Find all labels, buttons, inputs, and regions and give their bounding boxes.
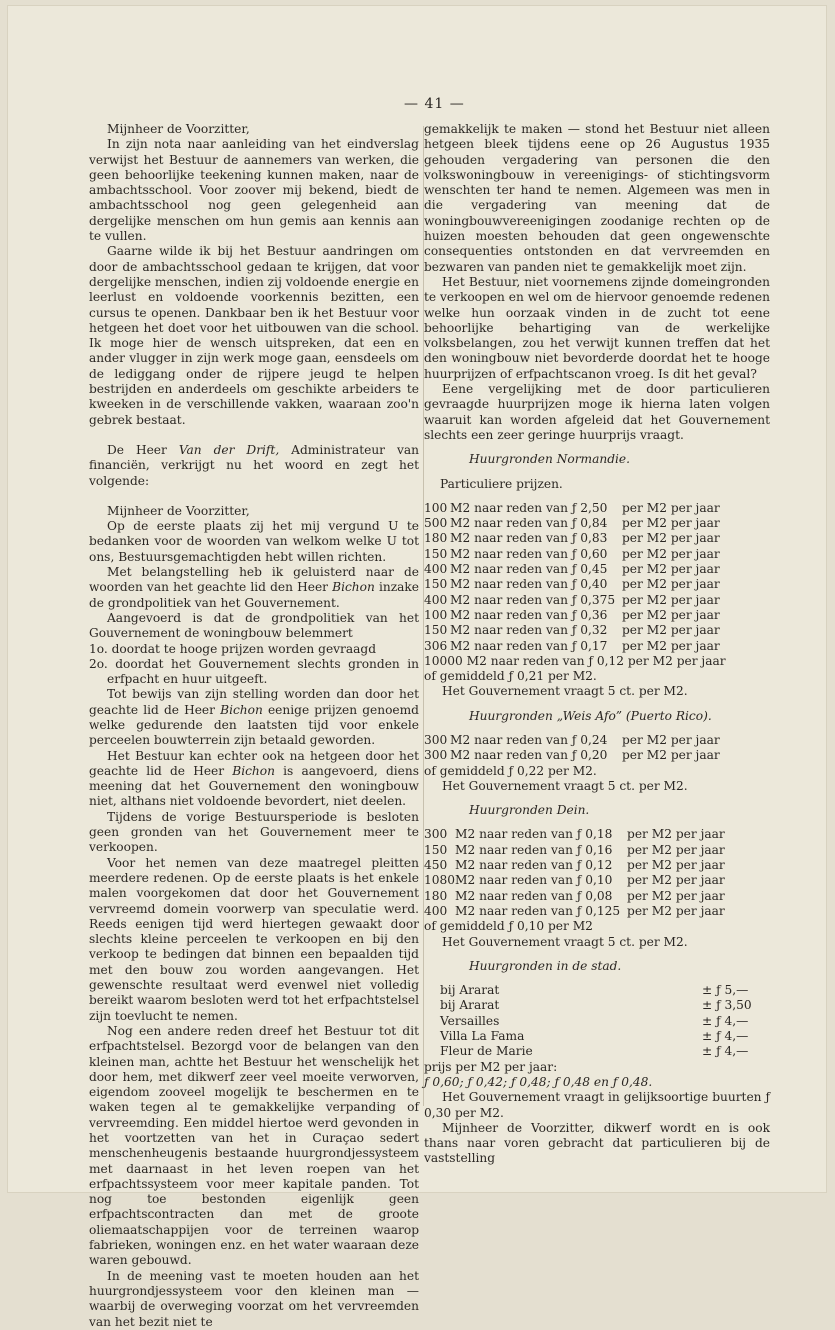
paragraph: Op de eerste plaats zij het mij vergund U te bedanken voor de woorden van welkom welke U tot ons, Bestuursgemachtigden hebt willen richten. [89, 519, 419, 564]
left-column [89, 122, 419, 1330]
government-price: Het Gouvernement vraagt 5 ct. per M2. [442, 778, 688, 793]
price-table-dein [424, 827, 725, 919]
prices-list: ƒ 0,60; ƒ 0,42; ƒ 0,48; ƒ 0,48 en ƒ 0,48. [424, 1074, 653, 1089]
rate-cell: M2 naar reden van ƒ 0,10 [455, 873, 613, 888]
quantity-cell: 500 [424, 516, 448, 531]
government-price: Het Gouvernement vraagt in gelijksoortige buurten ƒ 0,30 per M2. [424, 1090, 770, 1120]
rate-cell: M2 naar reden van ƒ 0,24 [450, 732, 608, 747]
table-row [424, 516, 720, 531]
rate-cell: M2 naar reden van ƒ 0,36 [450, 607, 608, 622]
table-row [424, 904, 725, 919]
price-cell: ± ƒ 4,— [702, 1044, 749, 1059]
average-line: of gemiddeld ƒ 0,21 per M2. [424, 669, 597, 684]
salutation-1: Mijnheer de Voorzitter, [107, 122, 250, 136]
table-row [424, 998, 752, 1013]
price-table-normandie [424, 501, 720, 654]
rate-cell: M2 naar reden van ƒ 2,50 [450, 500, 608, 515]
right-column [424, 122, 770, 1167]
table-row [424, 577, 720, 592]
price-table-weis-afo [424, 733, 720, 764]
place-cell: Versailles [440, 1013, 500, 1028]
quantity-cell: 100 [424, 500, 448, 515]
quantity-cell: 300 [424, 827, 448, 842]
unit-cell: per M2 per jaar [627, 858, 725, 873]
table-row [424, 827, 725, 842]
table-row [424, 608, 720, 623]
government-price: Het Gouvernement vraagt 5 ct. per M2. [442, 684, 688, 699]
unit-cell: per M2 per jaar [622, 516, 720, 531]
unit-cell: per M2 per jaar [627, 842, 725, 857]
salutation-2: Mijnheer de Voorzitter, [107, 503, 250, 518]
quantity-cell: 150 [424, 546, 448, 561]
quantity-cell: 450 [424, 858, 448, 873]
table-row [424, 1029, 752, 1044]
rate-cell: M2 naar reden van ƒ 0,84 [450, 516, 608, 531]
paragraph: Het Bestuur kan echter ook na hetgeen door het geachte lid de Heer Bichon is aangevoerd, diens meening dat het Gouvernement den woningbouw niet, althans niet voldoende bevordert, niet deelen. [89, 748, 419, 809]
unit-cell: per M2 per jaar [622, 748, 720, 763]
paragraph: In zijn nota naar aanleiding van het eindverslag verwijst het Bestuur de aannemers van werken, die geen behoorlijke teekening kunnen maken, naar de ambachtsschool. Voor zoover mij bekend, biedt de ambachtsschool nog geen gelegenheid aan dergelijke menschen om hun gemis aan kennis aan te vullen. [89, 137, 419, 244]
table-row [424, 748, 720, 763]
paragraph: Voor het nemen van deze maatregel pleitten meerdere redenen. Op de eerste plaats is het enkele malen voorgekomen dat door het Gouvernement vervreemd domein voorwerp van speculatie werd. Reeds eenigen tijd werd hiertegen gewaakt door slechts kleine perceelen te verkoopen en bij den verkoop te bedingen dat binnen een bepaalden tijd met den bouw zou worden aangevangen. Het gewenschte resultaat werd evenwel niet volledig bereikt waarom besloten werd tot het erfpachtstelsel zijn toevlucht te nemen. [89, 855, 419, 1023]
paragraph: Aangevoerd is dat de grondpolitiek van het Gouvernement de woningbouw belemmert [89, 610, 419, 641]
paragraph: Eene vergelijking met de door particulieren gevraagde huurprijzen moge ik hierna laten volgen waaruit kan worden afgeleid dat het Gouvernement slechts een zeer geringe huurprijs vraagt. [424, 382, 770, 442]
paragraph: Mijnheer de Voorzitter, dikwerf wordt en is ook thans naar voren gebracht dat particulieren bij de vaststelling [424, 1120, 770, 1166]
rate-cell: M2 naar reden van ƒ 0,16 [455, 842, 613, 857]
table-row [424, 1014, 752, 1029]
quantity-cell: 150 [424, 842, 448, 857]
section-subheading: Particuliere prijzen. [440, 476, 563, 491]
quantity-cell: 400 [424, 903, 448, 918]
rate-cell: M2 naar reden van ƒ 0,20 [450, 748, 608, 763]
unit-cell: per M2 per jaar [627, 903, 725, 918]
quantity-cell: 300 [424, 748, 448, 763]
rate-cell: M2 naar reden van ƒ 0,32 [450, 623, 608, 638]
paragraph: Tijdens de vorige Bestuursperiode is besloten geen gronden van het Gouvernement meer te verkoopen. [89, 809, 419, 855]
table-row [424, 531, 720, 546]
section-heading: Huurgronden in de stad. [469, 958, 622, 973]
paragraph: Het Bestuur, niet voornemens zijnde domeingronden te verkoopen en wel om de hiervoor genoemde redenen welke hun oorzaak vinden in de zucht tot eene behoorlijke behartiging van de werkelijke volksbelangen, zou het verwijt kunnen treffen dat het den woningbouw niet bevorderde doordat het te hooge huurprijzen of erfpachtscanon vroeg. Is dit het geval? [424, 274, 770, 381]
unit-cell: per M2 per jaar [622, 623, 720, 638]
speaker-name: Van der Drift, [178, 442, 280, 457]
quantity-cell: 180 [424, 888, 448, 903]
unit-cell: per M2 per jaar [622, 500, 720, 515]
table-row [424, 547, 720, 562]
quantity-cell: 180 [424, 531, 448, 546]
place-cell: bij Ararat [440, 983, 500, 998]
quantity-cell: 100 [424, 607, 448, 622]
unit-cell: per M2 per jaar [627, 873, 725, 888]
quantity-cell: 1080 [424, 873, 456, 888]
prices-label: prijs per M2 per jaar: [424, 1059, 558, 1074]
unit-cell: per M2 per jaar [622, 531, 720, 546]
paragraph: Gaarne wilde ik bij het Bestuur aandringen om door de ambachtsschool gedaan te krijgen, dat voor dergelijke menschen, indien zij voldoende energie en leerlust en voldoende voorkennis bezitten, een cursus te openen. Dankbaar ben ik het Bestuur voor hetgeen het doet voor het uitbouwen van die school. Ik moge hier de wensch uitspreken, dat een en ander vlugger in zijn werk moge gaan, eensdeels om de lediggang onder de rijpere jeugd te helpen bestrijden en anderdeels om geschikte arbeiders te kweeken in de verschillende vakken, waaraan zoo'n gebrek bestaat. [89, 244, 419, 427]
table-row [424, 873, 725, 888]
table-row [424, 639, 720, 654]
unit-cell: per M2 per jaar [622, 732, 720, 747]
rate-cell: M2 naar reden van ƒ 0,60 [450, 546, 608, 561]
government-price: Het Gouvernement vraagt 5 ct. per M2. [442, 934, 688, 949]
paragraph: Met belangstelling heb ik geluisterd naar de woorden van het geachte lid den Heer Bichon inzake de grondpolitiek van het Gouvernement. [89, 565, 420, 610]
average-line: of gemiddeld ƒ 0,10 per M2 [424, 919, 593, 934]
section-heading: Huurgronden Dein. [469, 803, 590, 818]
rate-cell: M2 naar reden van ƒ 0,18 [455, 827, 613, 842]
unit-cell: per M2 per jaar [622, 607, 720, 622]
quantity-cell: 150 [424, 577, 448, 592]
paragraph: Tot bewijs van zijn stelling worden dan door het geachte lid de Heer Bichon eenige prijzen genoemd welke gedurende den laatsten tijd voor enkele perceelen bouwterrein zijn betaald geworden. [89, 687, 419, 748]
unit-cell: per M2 per jaar [622, 562, 720, 577]
rate-cell: M2 naar reden van ƒ 0,17 [450, 638, 608, 653]
rate-cell: M2 naar reden van ƒ 0,08 [455, 888, 613, 903]
section-heading: Huurgronden Normandie. [469, 452, 630, 467]
unit-cell: per M2 per jaar [627, 888, 725, 903]
unit-cell: per M2 per jaar [622, 577, 720, 592]
quantity-cell: 300 [424, 732, 448, 747]
place-cell: Fleur de Marie [440, 1044, 533, 1059]
table-row [424, 562, 720, 577]
table-row [424, 623, 720, 638]
table-row [424, 889, 725, 904]
rate-cell: M2 naar reden van ƒ 0,83 [450, 531, 608, 546]
list-item: 1o. doordat te hooge prijzen worden gevraagd [89, 641, 377, 656]
rate-cell: M2 naar reden van ƒ 0,40 [450, 577, 608, 592]
place-cell: Villa La Fama [440, 1029, 525, 1044]
rate-cell: M2 naar reden van ƒ 0,375 [450, 592, 616, 607]
quantity-cell: 306 [424, 638, 448, 653]
table-row [424, 733, 720, 748]
table-row [424, 1044, 752, 1059]
unit-cell: per M2 per jaar [622, 592, 720, 607]
table-row: 10000 M2 naar reden van ƒ 0,12 per M2 per jaar [424, 653, 726, 668]
unit-cell: per M2 per jaar [627, 827, 725, 842]
rate-cell: M2 naar reden van ƒ 0,12 [455, 858, 613, 873]
price-cell: ± ƒ 5,— [702, 983, 749, 998]
price-table-stad [424, 983, 752, 1059]
rate-cell: M2 naar reden van ƒ 0,45 [450, 562, 608, 577]
table-row [424, 501, 720, 516]
price-cell: ± ƒ 4,— [702, 1013, 749, 1028]
quantity-cell: 400 [424, 592, 448, 607]
paragraph: In de meening vast te moeten houden aan het huurgrondjessysteem voor den kleinen man — waarbij de overweging voorzat om het vervreemden van het bezit niet te [89, 1268, 419, 1329]
price-cell: ± ƒ 4,— [702, 1029, 749, 1044]
average-line: of gemiddeld ƒ 0,22 per M2. [424, 763, 597, 778]
quantity-cell: 400 [424, 562, 448, 577]
paragraph: Nog een andere reden dreef het Bestuur tot dit erfpachtstelsel. Bezorgd voor de belangen van den kleinen man, achtte het Bestuur het wenschelijk het door hem, met dikwerf zeer veel moeite verworven, eigendom zooveel mogelijk te beschermen en te waken tegen al te gemakkelijke verpanding of vervreemding. Een middel hiertoe werd gevonden in het voortzetten van het in Curaçao sedert menschenheugenis bestaande huurgrondjessysteem met daarnaast in het leven roepen van het erfpachtssysteem voor meer kapitale panden. Tot nog toe bestonden eigenlijk geen erfpachtscontracten dan met de groote oliemaatschappijen voor de terreinen waarop fabrieken, woningen enz. en het water waaraan deze waren gebouwd. [89, 1023, 419, 1268]
section-heading: Huurgronden „Weis Afo” (Puerto Rico). [469, 708, 712, 723]
table-row [424, 983, 752, 998]
unit-cell: per M2 per jaar [622, 638, 720, 653]
table-row [424, 843, 725, 858]
price-cell: ± ƒ 3,50 [702, 998, 752, 1013]
table-row [424, 593, 720, 608]
quantity-cell: 150 [424, 623, 448, 638]
list-item: 2o. doordat het Gouvernement slechts gronden in erfpacht en huur uitgeeft. [89, 656, 419, 687]
rate-cell: M2 naar reden van ƒ 0,125 [455, 903, 621, 918]
speaker-intro: De Heer Van der Drift, Administrateur van financiën, verkrijgt nu het woord en zegt het volgende: [89, 442, 419, 488]
paragraph: gemakkelijk te maken — stond het Bestuur niet alleen hetgeen bleek tijdens eene op 26 Augustus 1935 gehouden vergadering van personen die den volkswoningbouw in vereenigings- of stichtingsvorm wenschten ter hand te nemen. Algemeen was men in die vergadering van meening dat de woningbouwvereenigingen zoodanige rechten op de huizen moesten behouden dat geen ongewenschte consequenties ontstonden en dat vervreemden en bezwaren van panden niet te gemakkelijk moet zijn. [424, 122, 770, 274]
unit-cell: per M2 per jaar [622, 546, 720, 561]
place-cell: bij Ararat [440, 998, 500, 1013]
table-row [424, 858, 725, 873]
page-number: — 41 — [404, 96, 465, 112]
